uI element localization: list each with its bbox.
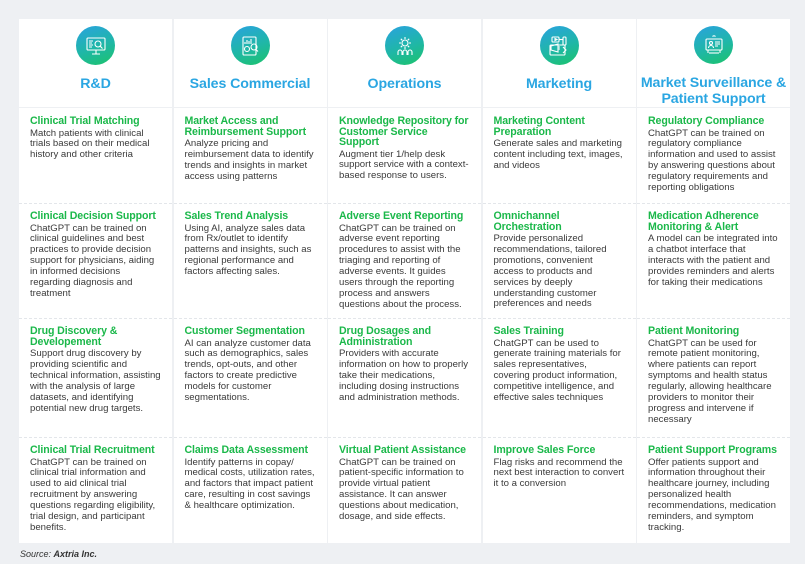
card-description: Providers with accurate information on how to properly take their medications, including dosing instructions and administration methods. bbox=[339, 348, 469, 403]
use-case-card bbox=[174, 107, 327, 203]
use-case-card bbox=[637, 203, 790, 318]
card-title: Drug Dosages and Administration bbox=[339, 325, 431, 348]
card-title: Clinical Trial Matching bbox=[30, 115, 140, 127]
card-description: Flag risks and recommend the next best interaction to convert it to a conversion bbox=[493, 456, 625, 490]
card-description: Support drug discovery by providing scientific and technical information, assisting with the analysis of large datasets, and identifying potential new drug targets. bbox=[30, 348, 161, 414]
use-case-card bbox=[637, 107, 790, 203]
use-case-card bbox=[328, 107, 481, 203]
card-title: Marketing Content Preparation bbox=[493, 115, 585, 138]
use-case-card bbox=[637, 318, 790, 437]
megaphone-icon bbox=[540, 26, 579, 65]
card-description: Match patients with clinical trials based on their medical history and other criteria bbox=[30, 127, 150, 161]
card-title: Adverse Event Reporting bbox=[339, 210, 464, 222]
column-title: Operations bbox=[367, 76, 442, 92]
card-title: Sales Training bbox=[493, 325, 564, 337]
card-title: Patient Monitoring bbox=[648, 325, 740, 337]
use-case-card bbox=[19, 437, 172, 543]
column-title: R&D bbox=[80, 76, 111, 92]
card-description: Analyze pricing and reimbursement data to identify trends and insights in market access using patterns bbox=[184, 138, 314, 182]
card-description: ChatGPT can be trained on clinical guidelines and best practices to provide decision support for physicians, aiding in informed decisions regarding diagnosis and treatment bbox=[30, 222, 155, 299]
column-title: Market Surveillance & Patient Support bbox=[640, 75, 787, 107]
use-case-card bbox=[483, 203, 636, 318]
use-case-card bbox=[483, 107, 636, 203]
column-sales-commercial bbox=[174, 19, 327, 543]
card-title: Regulatory Compliance bbox=[648, 115, 765, 127]
column-title: Sales Commercial bbox=[189, 76, 311, 92]
use-case-card bbox=[483, 437, 636, 543]
use-case-card bbox=[637, 437, 790, 543]
monitor-analysis-icon bbox=[76, 26, 115, 65]
column-header bbox=[328, 19, 481, 107]
use-case-card bbox=[328, 203, 481, 318]
use-case-card bbox=[174, 318, 327, 437]
use-case-card bbox=[19, 203, 172, 318]
column-operations bbox=[328, 19, 481, 543]
column-title: Marketing bbox=[525, 76, 593, 92]
sales-report-icon bbox=[231, 26, 270, 65]
source-value: Axtria Inc. bbox=[53, 549, 98, 559]
source-note bbox=[20, 549, 97, 559]
column-market-surveillance bbox=[637, 19, 790, 543]
use-case-grid bbox=[19, 19, 786, 543]
card-title: Clinical Decision Support bbox=[30, 210, 156, 222]
use-case-card bbox=[174, 437, 327, 543]
card-title: Claims Data Assessment bbox=[184, 444, 308, 456]
column-header bbox=[637, 19, 790, 107]
card-title: Omnichannel Orchestration bbox=[493, 210, 562, 233]
card-title: Sales Trend Analysis bbox=[184, 210, 289, 222]
card-description: Offer patients support and information throughout their healthcare journey, including personalized health recommendations, medication reminders, and symptom tracking. bbox=[648, 456, 776, 533]
card-description: AI can analyze customer data such as demographics, sales trends, opt-outs, and other factors to create predictive models for customer segmentations. bbox=[184, 337, 311, 404]
use-case-card bbox=[328, 437, 481, 543]
card-description: ChatGPT can be trained on clinical trial information and used to aid clinical trial recruitment by answering questions regarding eligibility, trial design, and participant benefits. bbox=[30, 456, 156, 533]
card-title: Improve Sales Force bbox=[493, 444, 596, 456]
card-title: Drug Discovery & Developement bbox=[30, 325, 118, 348]
card-description: Augment tier 1/help desk support service with a context-based response to users. bbox=[339, 148, 469, 182]
use-case-card bbox=[174, 203, 327, 318]
gear-team-icon bbox=[385, 26, 424, 65]
card-description: Identify patterns in copay/ medical costs, utilization rates, and factors that impact patient care, resulting in cost savings & healthcare optimization. bbox=[184, 456, 315, 512]
column-marketing bbox=[483, 19, 636, 543]
card-title: Medication Adherence Monitoring & Alert bbox=[648, 210, 759, 233]
source-label: Source: bbox=[20, 549, 52, 559]
card-description: ChatGPT can be used for remote patient monitoring, where patients can report symptoms and health status regularly, allowing healthcare providers to monitor their progress and intervene if necessary bbox=[648, 337, 772, 425]
use-case-card bbox=[483, 318, 636, 437]
card-title: Market Access and Reimbursement Support bbox=[184, 115, 307, 138]
column-header bbox=[19, 19, 172, 107]
card-description: Generate sales and marketing content including text, images, and videos bbox=[493, 138, 623, 171]
use-case-card bbox=[19, 318, 172, 437]
use-case-card bbox=[19, 107, 172, 203]
column-header bbox=[483, 19, 636, 107]
card-title: Knowledge Repository for Customer Service Support bbox=[339, 115, 469, 148]
card-description: ChatGPT can be trained on regulatory compliance information and used to assist by answering questions about regulatory requirements and reporting obligations bbox=[648, 127, 776, 194]
card-title: Customer Segmentation bbox=[184, 325, 305, 337]
card-description: Using AI, analyze sales data from Rx/outlet to identify patterns and insights, such as regional performance and factors affecting sales. bbox=[184, 222, 312, 278]
card-description: ChatGPT can be trained on adverse event reporting procedures to assist with the triaging and reporting of adverse events. It guides users through the reporting process and answers questions about the process. bbox=[339, 222, 462, 310]
card-description: A model can be integrated into a chatbot interface that interacts with the patient and provides reminders and alerts for taking their medications bbox=[648, 233, 778, 288]
card-description: Provide personalized recommendations, tailored promotions, convenient access to products and services by deeply understanding customer preferences and needs bbox=[493, 233, 607, 310]
column-rnd bbox=[19, 19, 172, 543]
card-description: ChatGPT can be trained on patient-specific information to provide virtual patient assistance. It can answer questions about medication, dosage, and side effects. bbox=[339, 456, 464, 523]
card-title: Virtual Patient Assistance bbox=[339, 444, 466, 456]
card-title: Clinical Trial Recruitment bbox=[30, 444, 155, 456]
card-description: ChatGPT can be used to generate training materials for sales representatives, covering product information, competitive intelligence, and effective sales techniques bbox=[493, 337, 621, 404]
column-header bbox=[174, 19, 327, 107]
use-case-card bbox=[328, 318, 481, 437]
card-title: Patient Support Programs bbox=[648, 444, 777, 456]
patient-monitor-icon bbox=[694, 26, 733, 64]
